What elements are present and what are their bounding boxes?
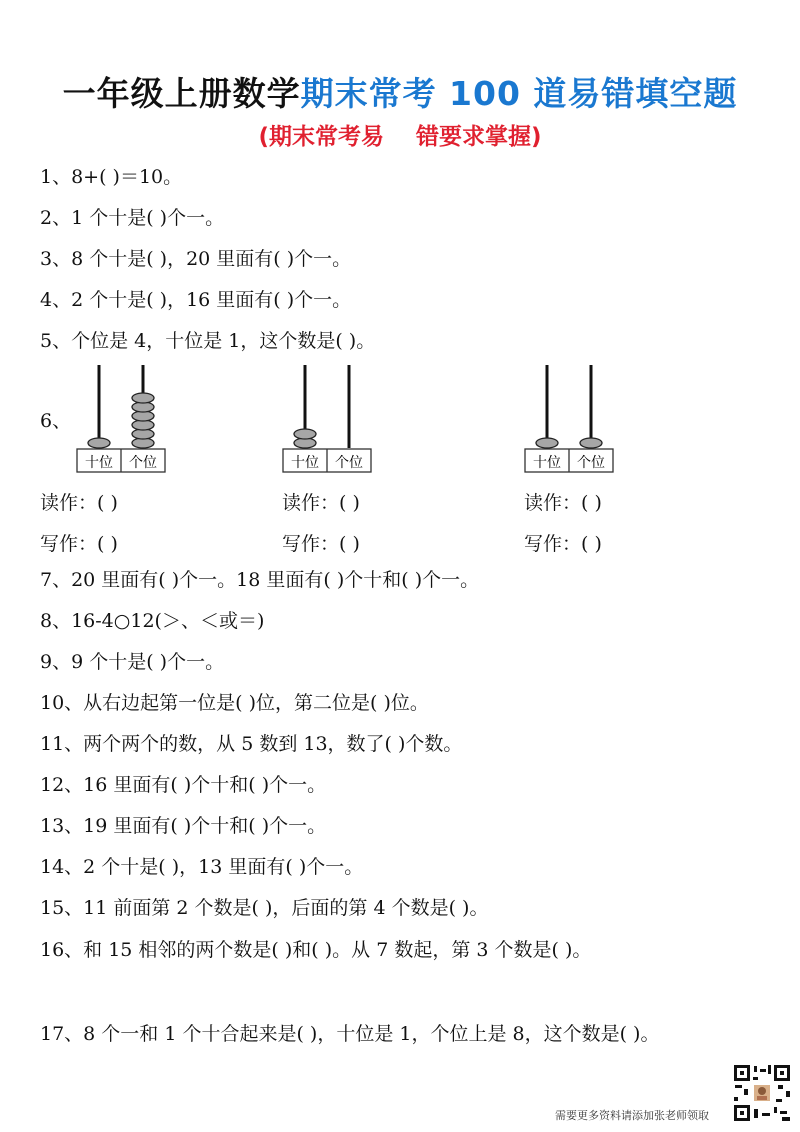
read-as-2: 读作：( ) xyxy=(282,492,360,514)
question-7: 7、20 里面有( )个一。18 里面有( )个十和( )个一。 xyxy=(40,569,480,591)
page-subtitle xyxy=(0,118,800,151)
write-as-3: 写作：( ) xyxy=(524,533,602,555)
tens-label: 十位 xyxy=(291,455,319,471)
question-12: 12、16 里面有( )个十和( )个一。 xyxy=(40,774,327,796)
abacus-1 xyxy=(76,362,166,476)
question-14: 14、2 个十是( )，13 里面有( )个一。 xyxy=(40,856,364,878)
title-black-part: 一年级上册数学 xyxy=(62,74,301,113)
bead-tens xyxy=(536,438,558,448)
tens-label: 十位 xyxy=(533,455,561,471)
qr-code xyxy=(732,1063,792,1123)
question-17: 17、8 个一和 1 个十合起来是( )，十位是 1，个位上是 8，这个数是( )。 xyxy=(40,1023,660,1045)
question-16: 16、和 15 相邻的两个数是( )和( )。从 7 数起，第 3 个数是( )。 xyxy=(40,939,592,961)
ones-label: 个位 xyxy=(577,455,605,471)
abacus-beads-tens xyxy=(536,438,558,448)
tens-label: 十位 xyxy=(85,455,113,471)
question-3: 3、8 个十是( )，20 里面有( )个一。 xyxy=(40,248,352,270)
bead-tens xyxy=(294,429,316,439)
abacus-beads-ones xyxy=(132,393,154,448)
question-9: 9、9 个十是( )个一。 xyxy=(40,651,225,673)
page-title xyxy=(0,68,800,115)
read-as-3: 读作：( ) xyxy=(524,492,602,514)
question-15: 15、11 前面第 2 个数是( )，后面的第 4 个数是( )。 xyxy=(40,897,489,919)
question-5: 5、个位是 4，十位是 1，这个数是( )。 xyxy=(40,330,376,352)
question-13: 13、19 里面有( )个十和( )个一。 xyxy=(40,815,327,837)
question-11: 11、两个两个的数，从 5 数到 13，数了( )个数。 xyxy=(40,733,463,755)
abacus-beads-tens xyxy=(88,438,110,448)
subtitle-part-b: 错要求掌握) xyxy=(416,124,542,150)
read-as-1: 读作：( ) xyxy=(40,492,118,514)
subtitle-part-a: (期末常考易 xyxy=(258,124,384,150)
question-1: 1、8+( )＝10。 xyxy=(40,166,183,188)
question-6: 6、 xyxy=(40,410,72,432)
abacus-2 xyxy=(282,362,372,476)
title-blue-part: 期末常考 100 道易错填空题 xyxy=(300,74,738,113)
ones-label: 个位 xyxy=(129,455,157,471)
question-2: 2、1 个十是( )个一。 xyxy=(40,207,225,229)
abacus-beads-ones xyxy=(580,438,602,448)
ones-label: 个位 xyxy=(335,455,363,471)
question-8: 8、16-4○12(＞、＜或＝) xyxy=(40,610,265,632)
bead-ones xyxy=(580,438,602,448)
bead-ones xyxy=(132,393,154,403)
bead-tens xyxy=(88,438,110,448)
question-10: 10、从右边起第一位是( )位，第二位是( )位。 xyxy=(40,692,429,714)
footer-note: 需要更多资料请添加张老师领取 xyxy=(555,1109,709,1122)
write-as-2: 写作：( ) xyxy=(282,533,360,555)
question-4: 4、2 个十是( )，16 里面有( )个一。 xyxy=(40,289,352,311)
abacus-3 xyxy=(524,362,614,476)
write-as-1: 写作：( ) xyxy=(40,533,118,555)
abacus-beads-tens xyxy=(294,429,316,448)
